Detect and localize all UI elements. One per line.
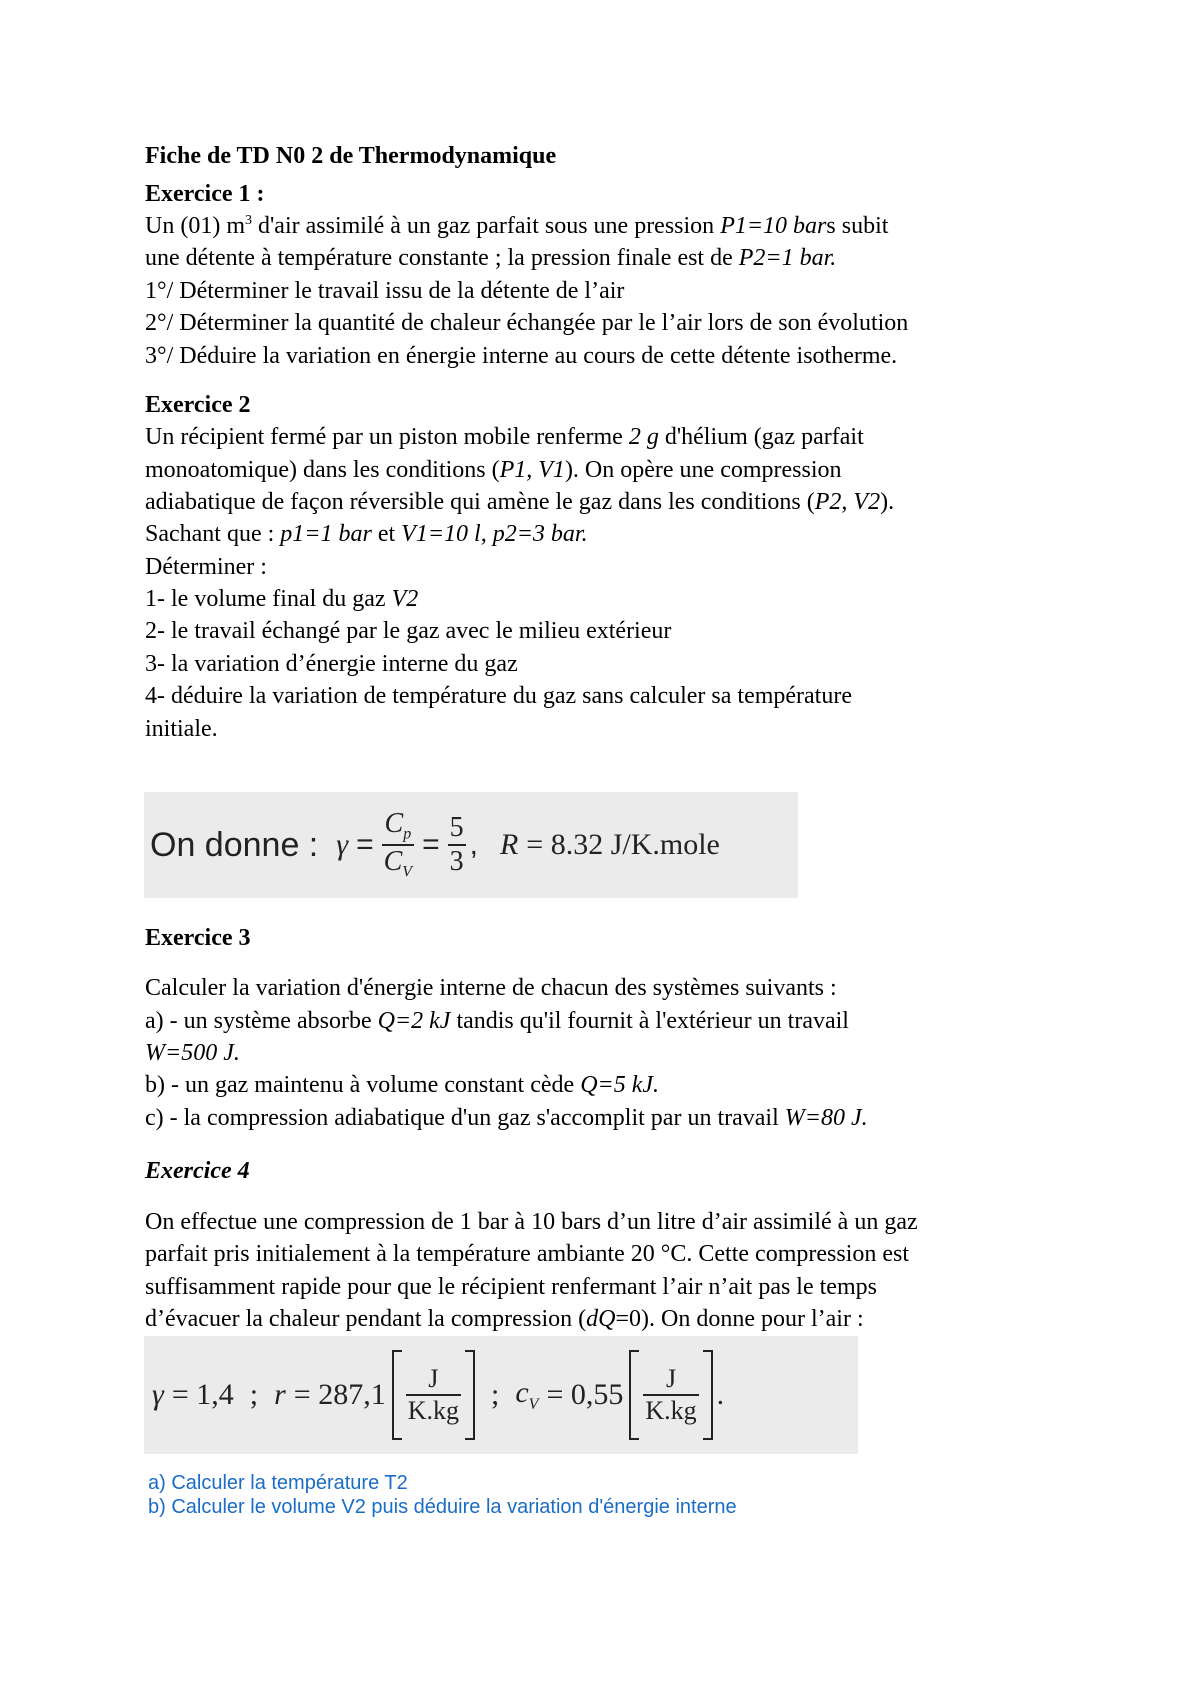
text: s subit — [826, 213, 889, 239]
text: 1- le volume final du gaz — [145, 586, 392, 612]
exercise-2-question-4: 4- déduire la variation de température du gaz sans calculer sa température — [145, 683, 852, 709]
exercise-4-heading: Exercice 4 — [145, 1158, 250, 1184]
exercise-3-line-1: Calculer la variation d'énergie interne de chacun des systèmes suivants : — [145, 975, 837, 1001]
r-value: = 287,1 — [293, 1378, 386, 1411]
text: b) - un gaz maintenu à volume constant cède — [145, 1072, 581, 1098]
exercise-1-question-1: 1°/ Déterminer le travail issu de la détente de l’air — [145, 278, 625, 304]
left-bracket — [629, 1350, 639, 1440]
text: ). On opère une compression — [564, 457, 842, 483]
exercise-2-line-3 — [145, 486, 894, 518]
exercise-2-line-2 — [145, 454, 842, 486]
formula-content — [152, 1336, 724, 1454]
exercise-2-question-3: 3- la variation d’énergie interne du gaz — [145, 651, 518, 677]
text: d'air assimilé à un gaz parfait sous une pression — [251, 213, 721, 239]
text: =0). On donne pour l’air : — [615, 1306, 864, 1332]
page-title: Fiche de TD N0 2 de Thermodynamique — [145, 143, 557, 169]
text: d'hélium (gaz parfait — [658, 424, 864, 450]
formula-box-gamma-r — [144, 792, 798, 898]
exercise-1-line-2 — [145, 242, 836, 274]
unit-denominator: K.kg — [407, 1396, 459, 1425]
subscript: p — [403, 826, 412, 843]
state-variables: P2, V2 — [814, 489, 881, 515]
c-letter: C — [384, 808, 404, 840]
r-value: = 8.32 J/K.mole — [526, 828, 720, 861]
five-thirds-fraction — [448, 812, 466, 878]
exercise-2-question-4-cont: initiale. — [145, 716, 218, 742]
unit-denominator: K.kg — [645, 1396, 697, 1425]
given-values: V1=10 l, p2=3 bar. — [401, 521, 588, 547]
heat-value: Q=5 kJ. — [580, 1072, 660, 1098]
cp-symbol — [383, 808, 414, 844]
volume-symbol: V2 — [391, 586, 419, 612]
state-variables: P1, V1 — [499, 457, 565, 483]
cv-value: = 0,55 — [546, 1378, 624, 1411]
formula-content — [150, 792, 720, 898]
heat-differential: dQ — [586, 1306, 616, 1332]
separator: ; — [249, 1378, 259, 1411]
exercise-4-line-3: suffisamment rapide pour que le récipient renfermant l’air n’ait pas le temps — [145, 1274, 877, 1300]
exercise-3-item-a-work: W=500 J. — [145, 1040, 240, 1066]
exercise-4-question-a: a) Calculer la température T2 — [148, 1472, 408, 1494]
unit-numerator: J — [428, 1364, 439, 1393]
exercise-3-heading: Exercice 3 — [145, 925, 251, 951]
c-letter: c — [515, 1376, 529, 1409]
exercise-4-line-1: On effectue une compression de 1 bar à 10 bars d’un litre d’air assimilé à un gaz — [145, 1209, 918, 1235]
formula-prefix: On donne : — [150, 825, 319, 864]
exercise-2-line-4 — [145, 518, 588, 550]
text: et — [371, 521, 402, 547]
r-symbol: R — [499, 828, 519, 861]
exercise-2-heading: Exercice 2 — [145, 392, 251, 418]
unit-fraction — [406, 1364, 461, 1426]
subscript: V — [528, 1396, 539, 1413]
exercise-2-line-5: Déterminer : — [145, 554, 267, 580]
exercise-1-heading: Exercice 1 : — [145, 181, 265, 207]
heat-value: Q=2 kJ — [377, 1008, 451, 1034]
exercise-2-question-1 — [145, 583, 418, 615]
text: ). — [880, 489, 895, 515]
exercise-1-question-3: 3°/ Déduire la variation en énergie interne au cours de cette détente isotherme. — [145, 343, 898, 369]
text: a) - un système absorbe — [145, 1008, 378, 1034]
pressure-value: P1=10 bar — [720, 213, 827, 239]
text: tandis qu'il fournit à l'extérieur un travail — [450, 1008, 849, 1034]
superscript: 3 — [244, 213, 252, 228]
right-bracket — [465, 1350, 475, 1440]
exercise-3-item-a — [145, 1005, 849, 1037]
denominator: 3 — [449, 846, 464, 877]
text: adiabatique de façon réversible qui amène le gaz dans les conditions ( — [145, 489, 815, 515]
text: Un récipient fermé par un piston mobile renferme — [145, 424, 629, 450]
left-bracket — [392, 1350, 402, 1440]
numerator: 5 — [449, 812, 464, 843]
cv-symbol — [515, 1376, 538, 1414]
mass-value: 2 g — [628, 424, 659, 450]
exercise-3-item-c — [145, 1102, 868, 1134]
exercise-2-line-1 — [145, 421, 864, 453]
c-letter: C — [383, 846, 403, 877]
unit-numerator: J — [665, 1364, 677, 1393]
comma: , — [469, 828, 478, 861]
exercise-1-question-2: 2°/ Déterminer la quantité de chaleur échangée par le l’air lors de son évolution — [145, 310, 909, 336]
equals-sign: = — [356, 828, 374, 861]
gamma-value: = 1,4 — [171, 1378, 234, 1411]
pressure-value: P2=1 bar. — [738, 245, 837, 271]
formula-box-air-constants — [144, 1336, 858, 1454]
text: Sachant que : — [145, 521, 281, 547]
gamma-symbol: γ — [336, 828, 349, 861]
text: monoatomique) dans les conditions ( — [145, 457, 500, 483]
text: d’évacuer la chaleur pendant la compression ( — [145, 1306, 587, 1332]
cp-over-cv-fraction — [382, 808, 414, 881]
text: c) - la compression adiabatique d'un gaz s'accomplit par un travail — [145, 1105, 785, 1131]
exercise-4-line-2: parfait pris initialement à la température ambiante 20 °C. Cette compression est — [145, 1241, 910, 1267]
unit-bracket — [392, 1350, 475, 1440]
text: une détente à température constante ; la pression finale est de — [145, 245, 739, 271]
r-symbol: r — [274, 1378, 286, 1411]
right-bracket — [703, 1350, 713, 1440]
period: . — [716, 1378, 725, 1411]
pressure-value: p1=1 bar — [280, 521, 372, 547]
exercise-4-line-4 — [145, 1303, 864, 1335]
equals-sign: = — [422, 828, 440, 861]
work-value: W=80 J. — [784, 1105, 868, 1131]
unit-fraction — [643, 1364, 698, 1426]
subscript: V — [402, 863, 413, 881]
exercise-3-item-b — [145, 1069, 659, 1101]
gamma-symbol: γ — [152, 1378, 164, 1411]
separator: ; — [490, 1378, 500, 1411]
exercise-1-line-1 — [145, 210, 888, 242]
exercise-2-question-2: 2- le travail échangé par le gaz avec le milieu extérieur — [145, 618, 672, 644]
cv-symbol — [382, 846, 414, 882]
exercise-4-question-b: b) Calculer le volume V2 puis déduire la variation d'énergie interne — [148, 1496, 737, 1518]
text: Un (01) m — [145, 213, 245, 239]
unit-bracket — [629, 1350, 712, 1440]
